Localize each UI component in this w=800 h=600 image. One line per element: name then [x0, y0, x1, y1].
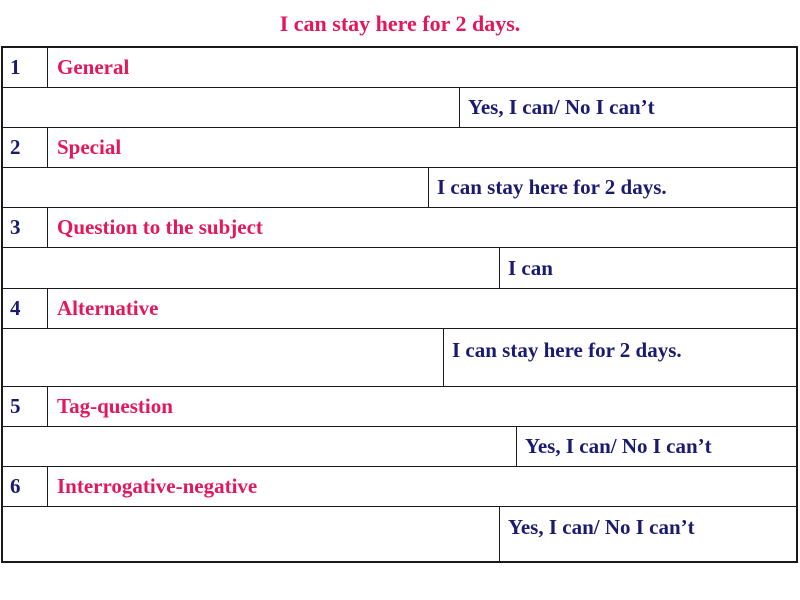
question-type: Question to the subject: [57, 215, 263, 239]
type-row: [3, 208, 796, 248]
type-row: [3, 467, 796, 507]
answer-cell: I can: [499, 248, 796, 288]
question-type: Alternative: [57, 296, 159, 320]
type-row: [3, 289, 796, 329]
question-types-table: [1, 46, 798, 563]
row-number: 2: [3, 128, 48, 167]
answer-row: [3, 88, 796, 128]
answer-row: [3, 329, 796, 387]
type-row: [3, 48, 796, 88]
answer-cell: Yes, I can/ No I can’t: [499, 507, 796, 561]
answer-row: [3, 168, 796, 208]
question-type: Tag-question: [57, 394, 173, 418]
page-title: I can stay here for 2 days.: [279, 11, 521, 36]
answer-cell: Yes, I can/ No I can’t: [459, 88, 796, 127]
answer-row: [3, 507, 796, 561]
answer-cell: Yes, I can/ No I can’t: [516, 427, 796, 466]
question-type: Interrogative-negative: [57, 474, 258, 498]
row-number: 3: [3, 208, 48, 247]
row-number: 6: [3, 467, 48, 506]
type-row: [3, 128, 796, 168]
answer-row: [3, 427, 796, 467]
row-number: 5: [3, 387, 48, 426]
row-number: 1: [3, 48, 48, 87]
question-type: Special: [57, 135, 122, 159]
answer-cell: I can stay here for 2 days.: [428, 168, 796, 207]
row-number: 4: [3, 289, 48, 328]
question-type: General: [57, 55, 130, 79]
type-row: [3, 387, 796, 427]
answer-cell: I can stay here for 2 days.: [443, 329, 796, 386]
answer-row: [3, 248, 796, 289]
